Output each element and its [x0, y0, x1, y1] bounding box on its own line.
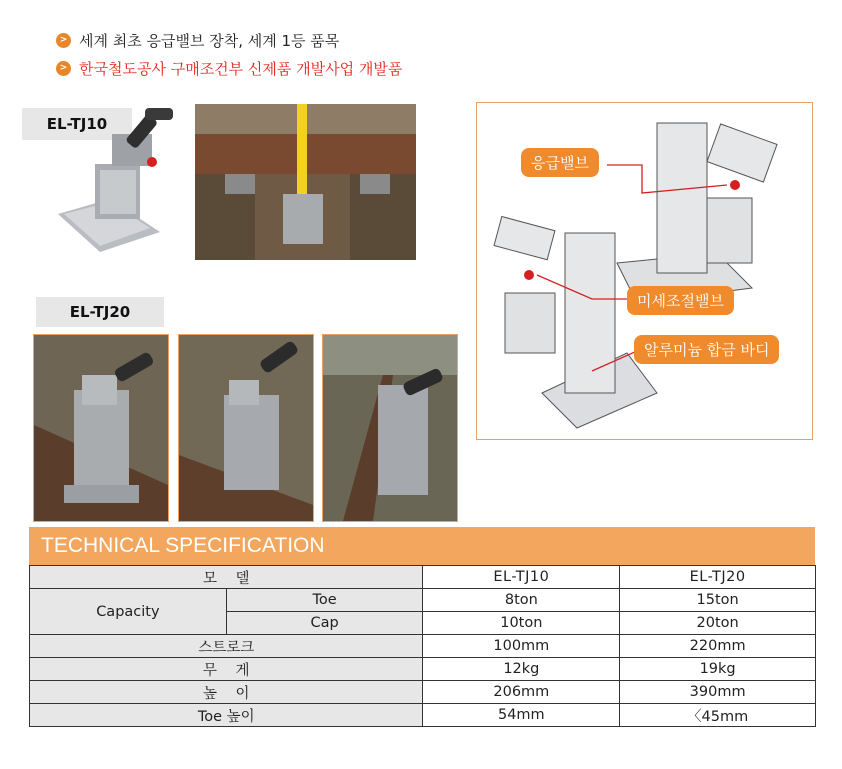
table-cell: 8ton	[423, 589, 620, 612]
table-row	[30, 589, 816, 612]
capacity-sub-label: Cap	[226, 612, 423, 635]
product-photo-tj20-1	[33, 334, 169, 522]
table-row	[30, 635, 816, 658]
model-col-tj20: EL-TJ20	[620, 566, 816, 589]
table-row	[30, 704, 816, 727]
model-col-tj10: EL-TJ10	[423, 566, 620, 589]
rail-photo-tj10	[195, 104, 416, 260]
product-photo-tj20-3	[322, 334, 458, 522]
table-cell: 10ton	[423, 612, 620, 635]
chevron-right-icon: >	[56, 33, 71, 48]
spec-title: TECHNICAL SPECIFICATION	[29, 527, 815, 565]
row-label: Toe 높이	[30, 704, 423, 727]
row-label: 높 이	[30, 681, 423, 704]
feature-text: 세계 최초 응급밸브 장착, 세계 1등 품목	[79, 31, 340, 50]
capacity-sub-label: Toe	[226, 589, 423, 612]
product-image-tj10	[50, 104, 185, 259]
chevron-right-icon: >	[56, 61, 71, 76]
callout-alloy-body: 알루미늄 합금 바디	[634, 335, 779, 364]
component-diagram	[476, 102, 813, 440]
callout-fine-valve: 미세조절밸브	[627, 286, 734, 315]
table-row	[30, 681, 816, 704]
product-photo-tj20-2	[178, 334, 314, 522]
spec-table	[29, 565, 816, 727]
feature-item	[56, 26, 402, 54]
row-label: 스트로크	[30, 635, 423, 658]
table-cell: 390mm	[620, 681, 816, 704]
capacity-label: Capacity	[30, 589, 227, 635]
table-cell: 220mm	[620, 635, 816, 658]
table-cell: 15ton	[620, 589, 816, 612]
table-cell: 206mm	[423, 681, 620, 704]
model-tag-tj10: EL-TJ10	[22, 108, 132, 140]
table-row	[30, 658, 816, 681]
feature-text: 한국철도공사 구매조건부 신제품 개발사업 개발품	[79, 59, 403, 78]
feature-item	[56, 54, 402, 82]
feature-list	[56, 26, 402, 82]
callout-emergency-valve: 응급밸브	[521, 148, 599, 177]
model-label: 모 델	[30, 566, 423, 589]
row-label: 무 게	[30, 658, 423, 681]
table-cell: 20ton	[620, 612, 816, 635]
table-cell: 〈45mm	[620, 704, 816, 727]
table-cell: 100mm	[423, 635, 620, 658]
table-cell: 19kg	[620, 658, 816, 681]
table-cell: 12kg	[423, 658, 620, 681]
table-cell: 54mm	[423, 704, 620, 727]
model-tag-tj20: EL-TJ20	[36, 297, 164, 327]
table-row	[30, 566, 816, 589]
